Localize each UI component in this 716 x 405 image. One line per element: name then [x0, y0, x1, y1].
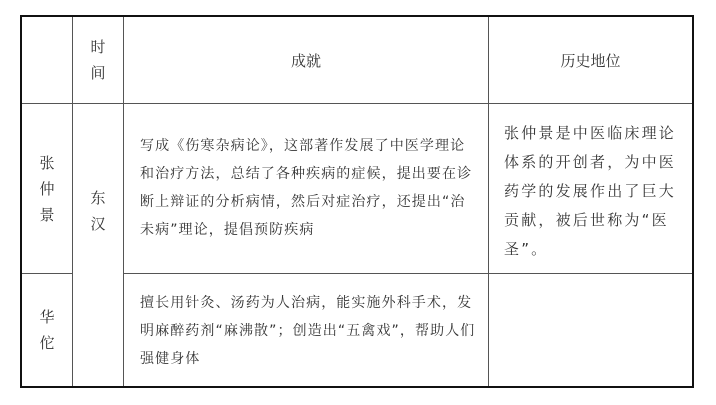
header-achievement-label: 成就: [290, 51, 321, 70]
header-time-label: 时间: [90, 38, 106, 82]
achievement-text-2: 擅长用针灸、汤药为人治病，能实施外科手术，发明麻醉药剂“麻沸散”；创造出“五禽戏”，帮助人们强健身体: [140, 295, 476, 367]
header-achievement-cell: [124, 17, 488, 103]
status-text-1: 张仲景是中医临床理论体系的开创者，为中医药学的发展作出了巨大贡献，被后世称为“医圣”。: [504, 124, 677, 258]
header-time-cell: [73, 17, 123, 103]
header-status-label: 历史地位: [560, 51, 621, 70]
person-name-2: 华佗: [39, 308, 55, 352]
header-status-cell: [489, 17, 692, 103]
row-divider-right: [123, 273, 692, 274]
history-table: [20, 15, 694, 388]
header-divider: [22, 103, 692, 104]
person-cell-1: [22, 104, 72, 273]
person-name-1: 张仲景: [39, 153, 55, 224]
time-cell: [73, 167, 123, 255]
person-cell-2: [22, 274, 72, 386]
time-value: 东汉: [90, 189, 106, 233]
achievement-text-1: 写成《伤寒杂病论》，这部著作发展了中医学理论和治疗方法，总结了各种疾病的症候，提出要在诊断上辩证的分析病情，然后对症治疗，还提出“治未病”理论，提倡预防疾病: [140, 138, 473, 238]
header-corner-cell: [22, 17, 72, 103]
